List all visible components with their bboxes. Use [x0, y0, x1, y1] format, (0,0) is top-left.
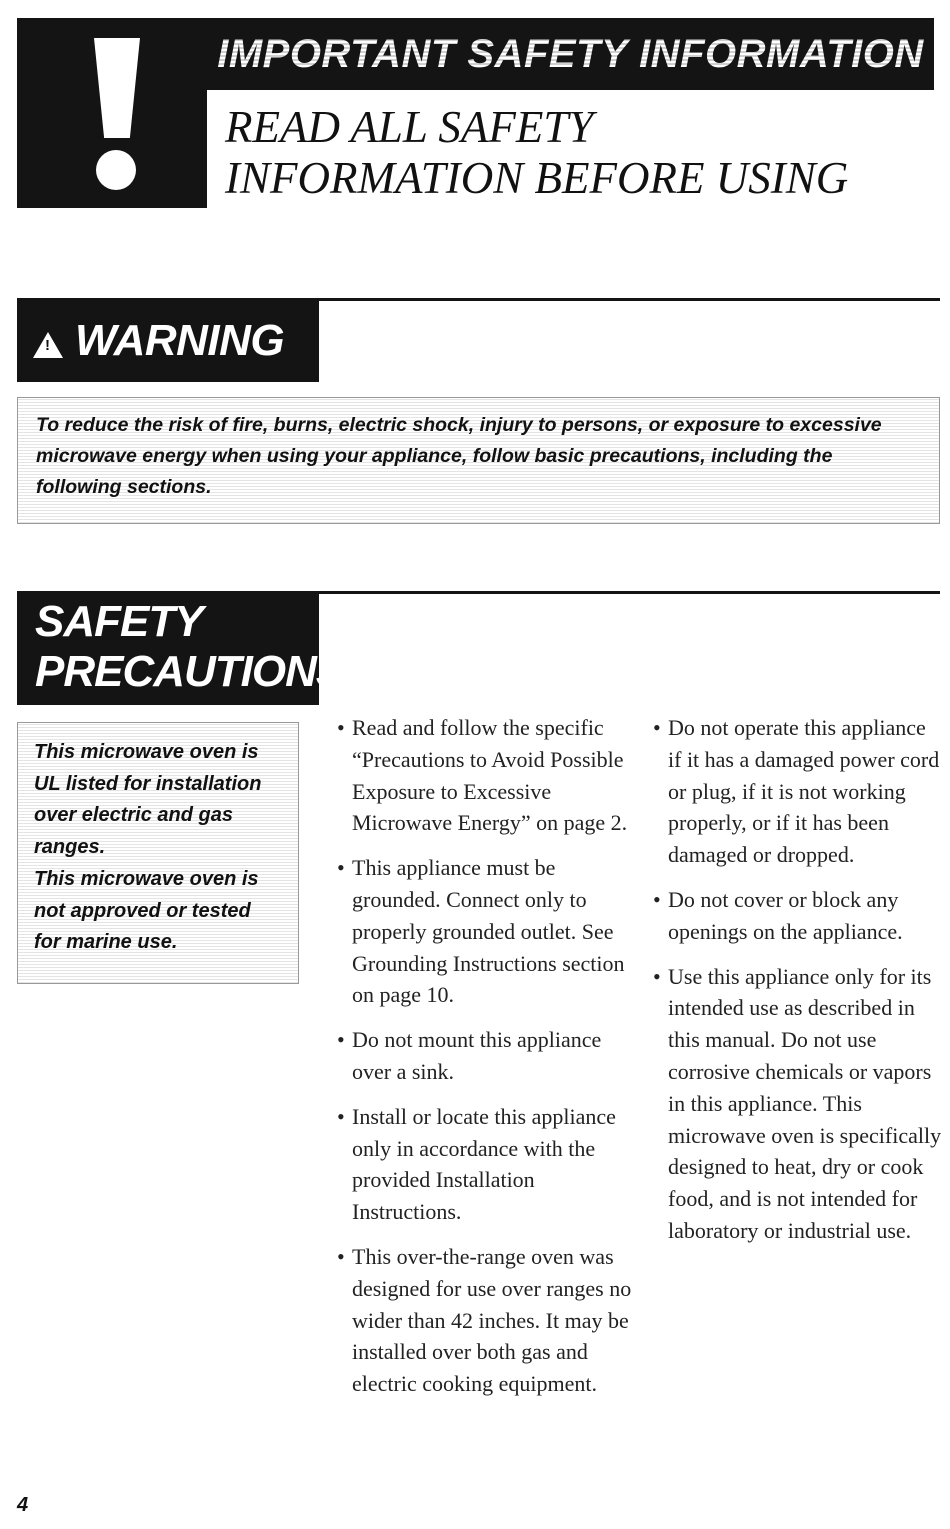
safety-banner [207, 18, 934, 90]
list-item: • This over-the-range oven was designed for use over ranges no wider than 42 inches. It may be installed over both gas and electric cooking equipment. [337, 1241, 637, 1400]
read-all-line-2: INFORMATION BEFORE USING [225, 153, 849, 203]
warning-notice [17, 397, 940, 524]
read-all-heading [225, 102, 940, 204]
precautions-header [17, 593, 345, 705]
warning-triangle-icon: ! [33, 332, 63, 358]
exclamation-dot-icon [96, 150, 136, 190]
list-item: • Do not mount this appliance over a sink. [337, 1024, 637, 1088]
warning-header [17, 300, 319, 382]
banner-title: IMPORTANT SAFETY INFORMATION [217, 31, 924, 76]
list-item: • Do not cover or block any openings on the appliance. [653, 884, 943, 948]
precautions-right-column [653, 712, 943, 1260]
warning-notice-text: To reduce the risk of fire, burns, electric shock, injury to persons, or exposure to excessive microwave energy when using your appliance, follow basic precautions, including the following sections. [36, 414, 882, 498]
warning-title: WARNING [75, 316, 285, 365]
side-note-paragraph: This microwave oven is UL listed for installation over electric and gas ranges. [34, 741, 262, 858]
precautions-left-column [337, 712, 637, 1413]
list-item: • Do not operate this appliance if it has a damaged power cord or plug, if it is not working properly, or if it has been damaged or dropped. [653, 712, 943, 871]
side-note-paragraph: This microwave oven is not approved or tested for marine use. [34, 868, 259, 953]
list-item: • Install or locate this appliance only in accordance with the provided Installation Instructions. [337, 1101, 637, 1228]
page-number: 4 [17, 1494, 29, 1516]
precautions-title-line-2: PRECAUTIONS [35, 647, 345, 696]
list-item: • This appliance must be grounded. Connect only to properly grounded outlet. See Grounding Instructions section on page 10. [337, 852, 637, 1011]
read-all-line-1: READ ALL SAFETY [225, 102, 594, 152]
precautions-title-line-1: SAFETY [35, 597, 203, 646]
list-item: • Use this appliance only for its intended use as described in this manual. Do not use corrosive chemicals or vapors in this appliance. This microwave oven is specifically designed to heat, dry or cook food, and is not intended for laboratory or industrial use. [653, 961, 943, 1247]
list-item: • Read and follow the specific “Precautions to Avoid Possible Exposure to Excessive Microwave Energy” on page 2. [337, 712, 637, 839]
ul-listing-note [17, 722, 299, 984]
